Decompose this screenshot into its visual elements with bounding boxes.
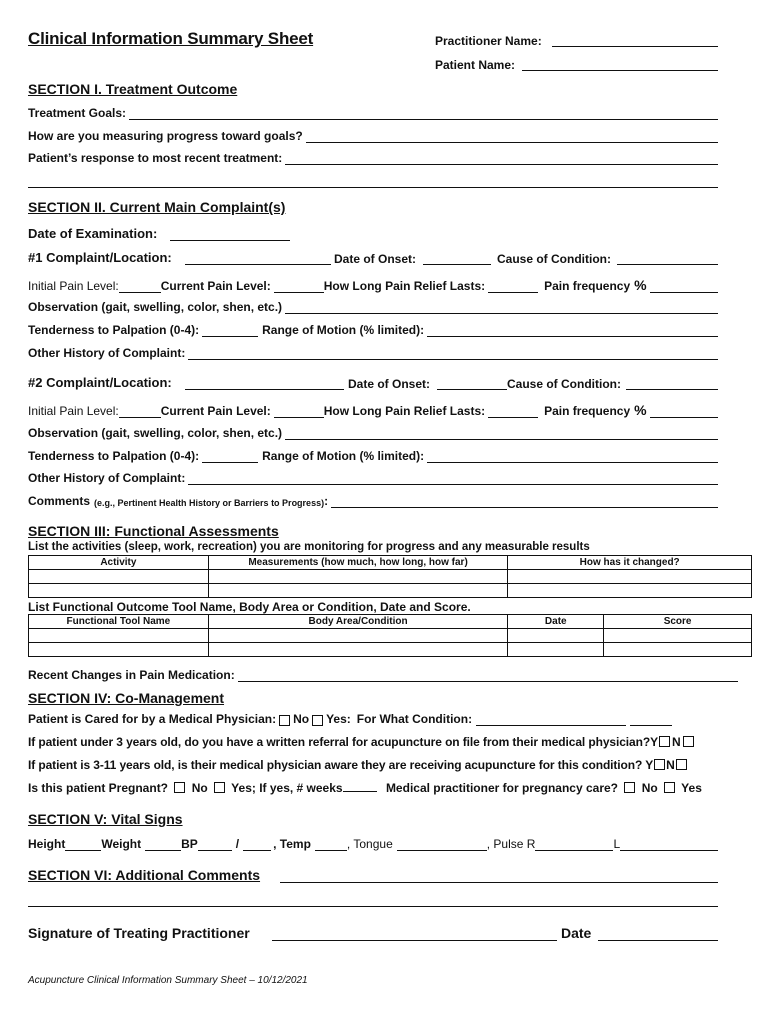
patient-name-label: Patient Name: <box>435 58 516 72</box>
pain-frequency-field[interactable] <box>650 281 718 293</box>
complaint-1-pain-row <box>28 277 718 293</box>
section-5-heading: SECTION V: Vital Signs <box>28 811 183 827</box>
weight-label: Weight <box>101 837 142 851</box>
signature-label: Signature of Treating Practitioner <box>28 925 250 941</box>
current-pain-field[interactable] <box>274 406 324 418</box>
medical-physician-row <box>28 712 718 726</box>
comments-colon: : <box>324 494 329 508</box>
additional-comments-field[interactable] <box>280 882 718 883</box>
complaint-1-observation-row <box>28 300 718 314</box>
table-cell[interactable] <box>508 629 604 643</box>
activities-intro: List the activities (sleep, work, recreation) you are monitoring for progress and any measurable results <box>28 541 590 553</box>
complaint-2-label: #2 Complaint/Location: <box>28 375 172 390</box>
comments-hint: (e.g., Pertinent Health History or Barriers to Progress) <box>94 498 325 508</box>
table-row <box>29 629 752 643</box>
col-body: Body Area/Condition <box>208 615 508 629</box>
weeks-field[interactable] <box>343 780 377 792</box>
date-of-exam-label: Date of Examination: <box>28 226 158 241</box>
page-title: Clinical Information Summary Sheet <box>28 29 314 48</box>
pain-relief-field[interactable] <box>488 281 538 293</box>
table-cell[interactable] <box>508 570 752 584</box>
aware-yes-checkbox[interactable] <box>654 759 665 770</box>
pain-frequency-label: Pain frequency <box>544 279 631 293</box>
current-pain-label: Current Pain Level: <box>160 279 271 293</box>
complaint-2-pain-row <box>28 402 718 418</box>
table-cell[interactable] <box>208 643 508 657</box>
complaint-1-cause-field[interactable] <box>617 264 718 265</box>
signature-field[interactable] <box>272 940 557 941</box>
tools-intro: List Functional Outcome Tool Name, Body Area or Condition, Date and Score. <box>28 600 471 614</box>
other-history-label: Other History of Complaint: <box>28 471 186 485</box>
pregnant-row <box>28 780 702 795</box>
complaint-2-cause-label: Cause of Condition: <box>507 377 621 391</box>
initial-pain-field[interactable] <box>119 281 161 293</box>
physician-no-label: No <box>293 712 310 726</box>
table-cell[interactable] <box>29 629 209 643</box>
complaint-2-cause-field[interactable] <box>626 389 718 390</box>
weight-field[interactable] <box>145 839 181 851</box>
table-cell[interactable] <box>604 643 752 657</box>
complaint-2-onset-field[interactable] <box>437 389 507 390</box>
date-of-exam-field[interactable] <box>170 240 290 241</box>
measuring-progress-row <box>28 129 718 143</box>
bp-systolic-field[interactable] <box>198 839 232 851</box>
section-6-heading: SECTION VI: Additional Comments <box>28 867 261 883</box>
table-cell[interactable] <box>604 629 752 643</box>
bp-slash: / <box>235 837 240 851</box>
initial-pain-field[interactable] <box>119 406 161 418</box>
pregnant-no-checkbox[interactable] <box>174 782 185 793</box>
col-date: Date <box>508 615 604 629</box>
pregnant-yes-label: Yes; If yes, # weeks <box>231 781 343 795</box>
referral-no-checkbox[interactable] <box>683 736 694 747</box>
table-cell[interactable] <box>208 570 508 584</box>
complaint-1-onset-field[interactable] <box>423 264 491 265</box>
vital-signs-row <box>28 837 718 851</box>
temp-label: , Temp <box>273 837 311 851</box>
pulse-r-label: , Pulse R <box>486 837 536 851</box>
referral-n-label: N <box>671 735 681 749</box>
practitioner-name-field[interactable] <box>552 46 718 47</box>
additional-comments-field-2[interactable] <box>28 906 718 907</box>
section-4-heading: SECTION IV: Co-Management <box>28 690 225 706</box>
bp-diastolic-field[interactable] <box>243 839 271 851</box>
patient-response-row <box>28 151 718 165</box>
pregnant-no-label: No <box>191 781 208 795</box>
col-measurements: Measurements (how much, how long, how far) <box>208 556 508 570</box>
complaint-1-cause-label: Cause of Condition: <box>497 252 611 266</box>
initial-pain-label: Initial Pain Level: <box>28 404 119 418</box>
patient-response-field-2[interactable] <box>28 187 718 188</box>
pulse-l-label: L <box>613 837 621 851</box>
pain-relief-label: How Long Pain Relief Lasts: <box>323 404 486 418</box>
complaint-2-history-row <box>28 471 718 485</box>
observation-field[interactable] <box>285 302 718 314</box>
comments-label: Comments <box>28 494 91 508</box>
physician-aware-label: If patient is 3-11 years old, is their medical physician aware they are receiving acupuncture for this condition? Y <box>28 758 654 772</box>
patient-response-label: Patient’s response to most recent treatment: <box>28 151 283 165</box>
tongue-label: , Tongue <box>346 837 393 851</box>
signature-date-label: Date <box>561 925 592 941</box>
complaint-1-field[interactable] <box>185 264 331 265</box>
patient-name-field[interactable] <box>522 70 718 71</box>
complaint-1-history-row <box>28 346 718 360</box>
range-of-motion-label: Range of Motion (% limited): <box>262 323 425 337</box>
observation-label: Observation (gait, swelling, color, shen, etc.) <box>28 300 283 314</box>
what-condition-label: For What Condition: <box>356 712 473 726</box>
measuring-progress-field[interactable] <box>306 131 718 143</box>
recent-changes-field[interactable] <box>238 670 738 682</box>
physician-yes-checkbox[interactable] <box>312 715 323 726</box>
medical-physician-label: Patient is Cared for by a Medical Physician: <box>28 712 277 726</box>
col-score: Score <box>604 615 752 629</box>
other-history-field[interactable] <box>188 473 718 485</box>
percent-sign: % <box>634 402 647 418</box>
measuring-progress-label: How are you measuring progress toward goals? <box>28 129 303 143</box>
tenderness-field[interactable] <box>202 451 258 463</box>
referral-yes-checkbox[interactable] <box>659 736 670 747</box>
height-field[interactable] <box>65 839 101 851</box>
pain-relief-label: How Long Pain Relief Lasts: <box>323 279 486 293</box>
table-cell[interactable] <box>29 570 209 584</box>
complaint-2-tenderness-row <box>28 449 718 463</box>
observation-field[interactable] <box>285 428 718 440</box>
aware-no-checkbox[interactable] <box>676 759 687 770</box>
activities-table <box>28 555 752 598</box>
practitioner-name-label: Practitioner Name: <box>435 34 542 48</box>
treatment-goals-row <box>28 106 718 120</box>
patient-response-field[interactable] <box>285 153 718 165</box>
tongue-field[interactable] <box>397 839 487 851</box>
table-row <box>29 643 752 657</box>
physician-no-checkbox[interactable] <box>279 715 290 726</box>
bp-label: BP <box>181 837 198 851</box>
table-cell[interactable] <box>508 643 604 657</box>
complaint-2-onset-label: Date of Onset: <box>348 377 431 391</box>
temp-field[interactable] <box>315 839 347 851</box>
observation-label: Observation (gait, swelling, color, shen, etc.) <box>28 426 283 440</box>
treatment-goals-field[interactable] <box>129 108 718 120</box>
physician-aware-row <box>28 758 687 772</box>
section-3-heading: SECTION III: Functional Assessments <box>28 523 279 539</box>
table-header-row <box>29 615 752 629</box>
table-cell[interactable] <box>508 584 752 598</box>
current-pain-field[interactable] <box>274 281 324 293</box>
percent-sign: % <box>634 277 647 293</box>
table-cell[interactable] <box>208 584 508 598</box>
what-condition-field-2[interactable] <box>630 714 672 726</box>
table-header-row <box>29 556 752 570</box>
height-label: Height <box>28 837 66 851</box>
pregnancy-care-no-label: No <box>641 781 658 795</box>
pregnant-yes-checkbox[interactable] <box>214 782 225 793</box>
tenderness-label: Tenderness to Palpation (0-4): <box>28 449 200 463</box>
comments-field[interactable] <box>331 496 718 508</box>
section-1-heading: SECTION I. Treatment Outcome <box>28 81 238 97</box>
complaint-2-field[interactable] <box>185 389 344 390</box>
section-2-heading: SECTION II. Current Main Complaint(s) <box>28 199 286 215</box>
pregnancy-care-yes-checkbox[interactable] <box>664 782 675 793</box>
other-history-field[interactable] <box>188 348 718 360</box>
other-history-label: Other History of Complaint: <box>28 346 186 360</box>
complaint-1-tenderness-row <box>28 323 718 337</box>
pregnancy-care-yes-label: Yes <box>681 781 702 795</box>
range-of-motion-field[interactable] <box>427 451 718 463</box>
comments-row <box>28 494 718 508</box>
physician-yes-label: Yes: <box>326 712 351 726</box>
col-changed: How has it changed? <box>508 556 752 570</box>
current-pain-label: Current Pain Level: <box>160 404 271 418</box>
referral-question-label: If patient under 3 years old, do you have a written referral for acupuncture on file from their medical physician?Y <box>28 735 658 749</box>
table-cell[interactable] <box>29 643 209 657</box>
pulse-l-field[interactable] <box>620 839 718 851</box>
col-tool: Functional Tool Name <box>29 615 209 629</box>
initial-pain-label: Initial Pain Level: <box>28 279 119 293</box>
pulse-r-field[interactable] <box>535 839 613 851</box>
complaint-1-onset-label: Date of Onset: <box>334 252 417 266</box>
aware-n-label: N <box>666 758 675 772</box>
table-row <box>29 570 752 584</box>
complaint-1-label: #1 Complaint/Location: <box>28 250 172 265</box>
tenderness-field[interactable] <box>202 325 258 337</box>
tenderness-label: Tenderness to Palpation (0-4): <box>28 323 200 337</box>
range-of-motion-field[interactable] <box>427 325 718 337</box>
table-cell[interactable] <box>29 584 209 598</box>
pregnancy-practitioner-label: Medical practitioner for pregnancy care? <box>385 781 619 795</box>
pain-relief-field[interactable] <box>488 406 538 418</box>
referral-question-row <box>28 735 694 749</box>
signature-date-field[interactable] <box>598 940 718 941</box>
recent-changes-label: Recent Changes in Pain Medication: <box>28 668 235 682</box>
complaint-2-observation-row <box>28 426 718 440</box>
recent-changes-row <box>28 668 738 682</box>
pregnancy-care-no-checkbox[interactable] <box>624 782 635 793</box>
what-condition-field[interactable] <box>476 714 626 726</box>
pain-frequency-field[interactable] <box>650 406 718 418</box>
pregnant-label: Is this patient Pregnant? <box>28 781 169 795</box>
footer-text: Acupuncture Clinical Information Summary Sheet – 10/12/2021 <box>28 975 308 986</box>
table-cell[interactable] <box>208 629 508 643</box>
range-of-motion-label: Range of Motion (% limited): <box>262 449 425 463</box>
table-row <box>29 584 752 598</box>
tools-table <box>28 614 752 657</box>
col-activity: Activity <box>29 556 209 570</box>
treatment-goals-label: Treatment Goals: <box>28 106 127 120</box>
pain-frequency-label: Pain frequency <box>544 404 631 418</box>
